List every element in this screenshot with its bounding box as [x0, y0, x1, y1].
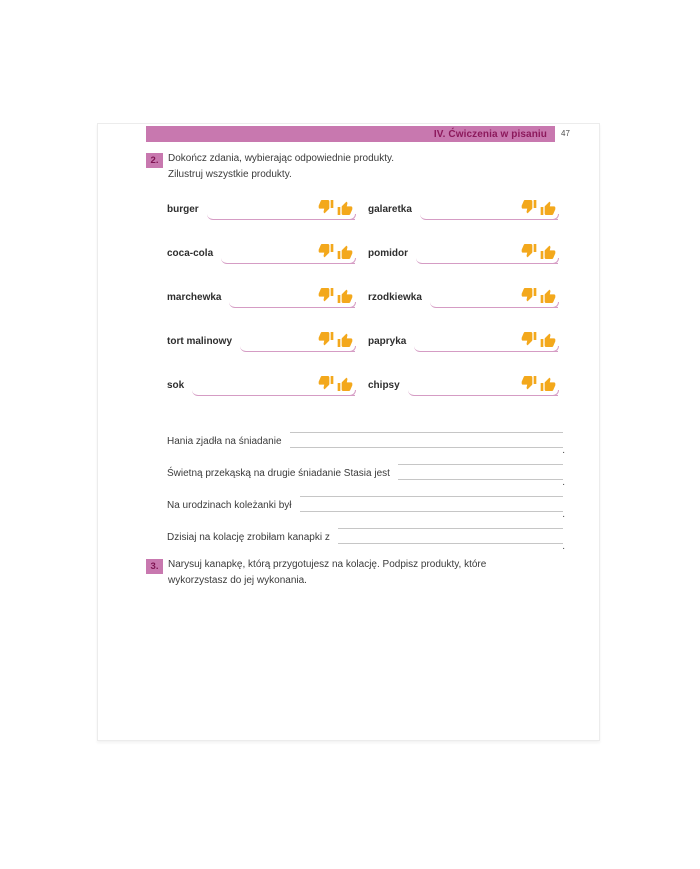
- thumbs-up-icon: [337, 377, 353, 393]
- product-label: pomidor: [368, 248, 408, 259]
- thumbs-up-icon: [337, 289, 353, 305]
- product-item: [167, 374, 355, 396]
- rating-icons: [521, 198, 556, 217]
- product-item: [167, 286, 355, 308]
- thumbs-up-icon: [337, 245, 353, 261]
- chapter-header-bar: [146, 126, 555, 142]
- thumbs-down-icon: [521, 330, 537, 346]
- rating-icons: [318, 286, 353, 305]
- thumbs-up-icon: [540, 377, 556, 393]
- rating-icons: [521, 374, 556, 393]
- sentence-text: Dzisiaj na kolację zrobiłam kanapki z: [167, 532, 330, 543]
- fill-in-sentences: [167, 419, 565, 552]
- product-label: burger: [167, 204, 199, 215]
- thumbs-down-icon: [521, 242, 537, 258]
- thumbs-up-icon: [540, 333, 556, 349]
- product-grid: [167, 198, 558, 418]
- sentence-text: Na urodzinach koleżanki był: [167, 500, 292, 511]
- rating-icons: [318, 198, 353, 217]
- exercise-3-number-label: 3.: [150, 561, 159, 572]
- product-label: tort malinowy: [167, 336, 233, 347]
- thumbs-down-icon: [521, 374, 537, 390]
- product-item: [167, 198, 355, 220]
- product-label: chipsy: [368, 380, 400, 391]
- page-number: 47: [561, 129, 570, 138]
- thumbs-down-icon: [318, 242, 334, 258]
- writing-line: [338, 515, 563, 529]
- sentence-block: [167, 483, 565, 520]
- product-label: papryka: [368, 336, 407, 347]
- thumbs-up-icon: [337, 201, 353, 217]
- sentence-period: .: [562, 509, 565, 520]
- exercise-3-number: [146, 559, 163, 574]
- thumbs-up-icon: [540, 201, 556, 217]
- rating-icons: [521, 242, 556, 261]
- product-label: rzodkiewka: [368, 292, 422, 303]
- product-label: sok: [167, 380, 185, 391]
- rating-icons: [318, 374, 353, 393]
- product-label: coca-cola: [167, 248, 214, 259]
- product-item: [368, 242, 558, 264]
- sentence-block: [167, 451, 565, 488]
- sentence-block: [167, 419, 565, 456]
- sentence-text: Hania zjadła na śniadanie: [167, 436, 282, 447]
- product-item: [368, 286, 558, 308]
- product-item: [167, 330, 355, 352]
- product-item: [368, 330, 558, 352]
- rating-icons: [521, 330, 556, 349]
- writing-line: [300, 483, 563, 497]
- thumbs-down-icon: [318, 286, 334, 302]
- thumbs-up-icon: [540, 245, 556, 261]
- writing-line: [290, 433, 563, 448]
- exercise-2-instruction: [168, 151, 568, 183]
- thumbs-up-icon: [337, 333, 353, 349]
- sentence-block: [167, 515, 565, 552]
- sentence-text: Świetną przekąską na drugie śniadanie Stasia jest: [167, 468, 390, 479]
- chapter-title: IV. Ćwiczenia w pisaniu: [433, 128, 547, 140]
- product-item: [167, 242, 355, 264]
- writing-line: [338, 529, 563, 544]
- thumbs-down-icon: [521, 198, 537, 214]
- exercise-3-instruction: Narysuj kanapkę, którą przygotujesz na kolację. Podpisz produkty, które wykorzystasz do jej wykonania.: [168, 559, 487, 586]
- thumbs-down-icon: [318, 330, 334, 346]
- exercise-2-number-label: 2.: [150, 155, 159, 166]
- thumbs-down-icon: [318, 198, 334, 214]
- product-item: [368, 374, 558, 396]
- sentence-period: .: [562, 541, 565, 552]
- writing-line: [290, 419, 563, 433]
- thumbs-down-icon: [521, 286, 537, 302]
- sentence-period: .: [562, 445, 565, 456]
- sentence-period: .: [562, 477, 565, 488]
- product-item: [368, 198, 558, 220]
- rating-icons: [521, 286, 556, 305]
- rating-icons: [318, 242, 353, 261]
- thumbs-down-icon: [318, 374, 334, 390]
- exercise-2-instruction-line2: Zilustruj wszystkie produkty.: [168, 169, 292, 180]
- exercise-2-number: [146, 153, 163, 168]
- writing-line: [300, 497, 563, 512]
- product-label: marchewka: [167, 292, 222, 303]
- product-label: galaretka: [368, 204, 412, 215]
- rating-icons: [318, 330, 353, 349]
- exercise-2-instruction-line1: Dokończ zdania, wybierając odpowiednie produkty.: [168, 153, 395, 164]
- writing-line: [398, 465, 563, 480]
- thumbs-up-icon: [540, 289, 556, 305]
- writing-line: [398, 451, 563, 465]
